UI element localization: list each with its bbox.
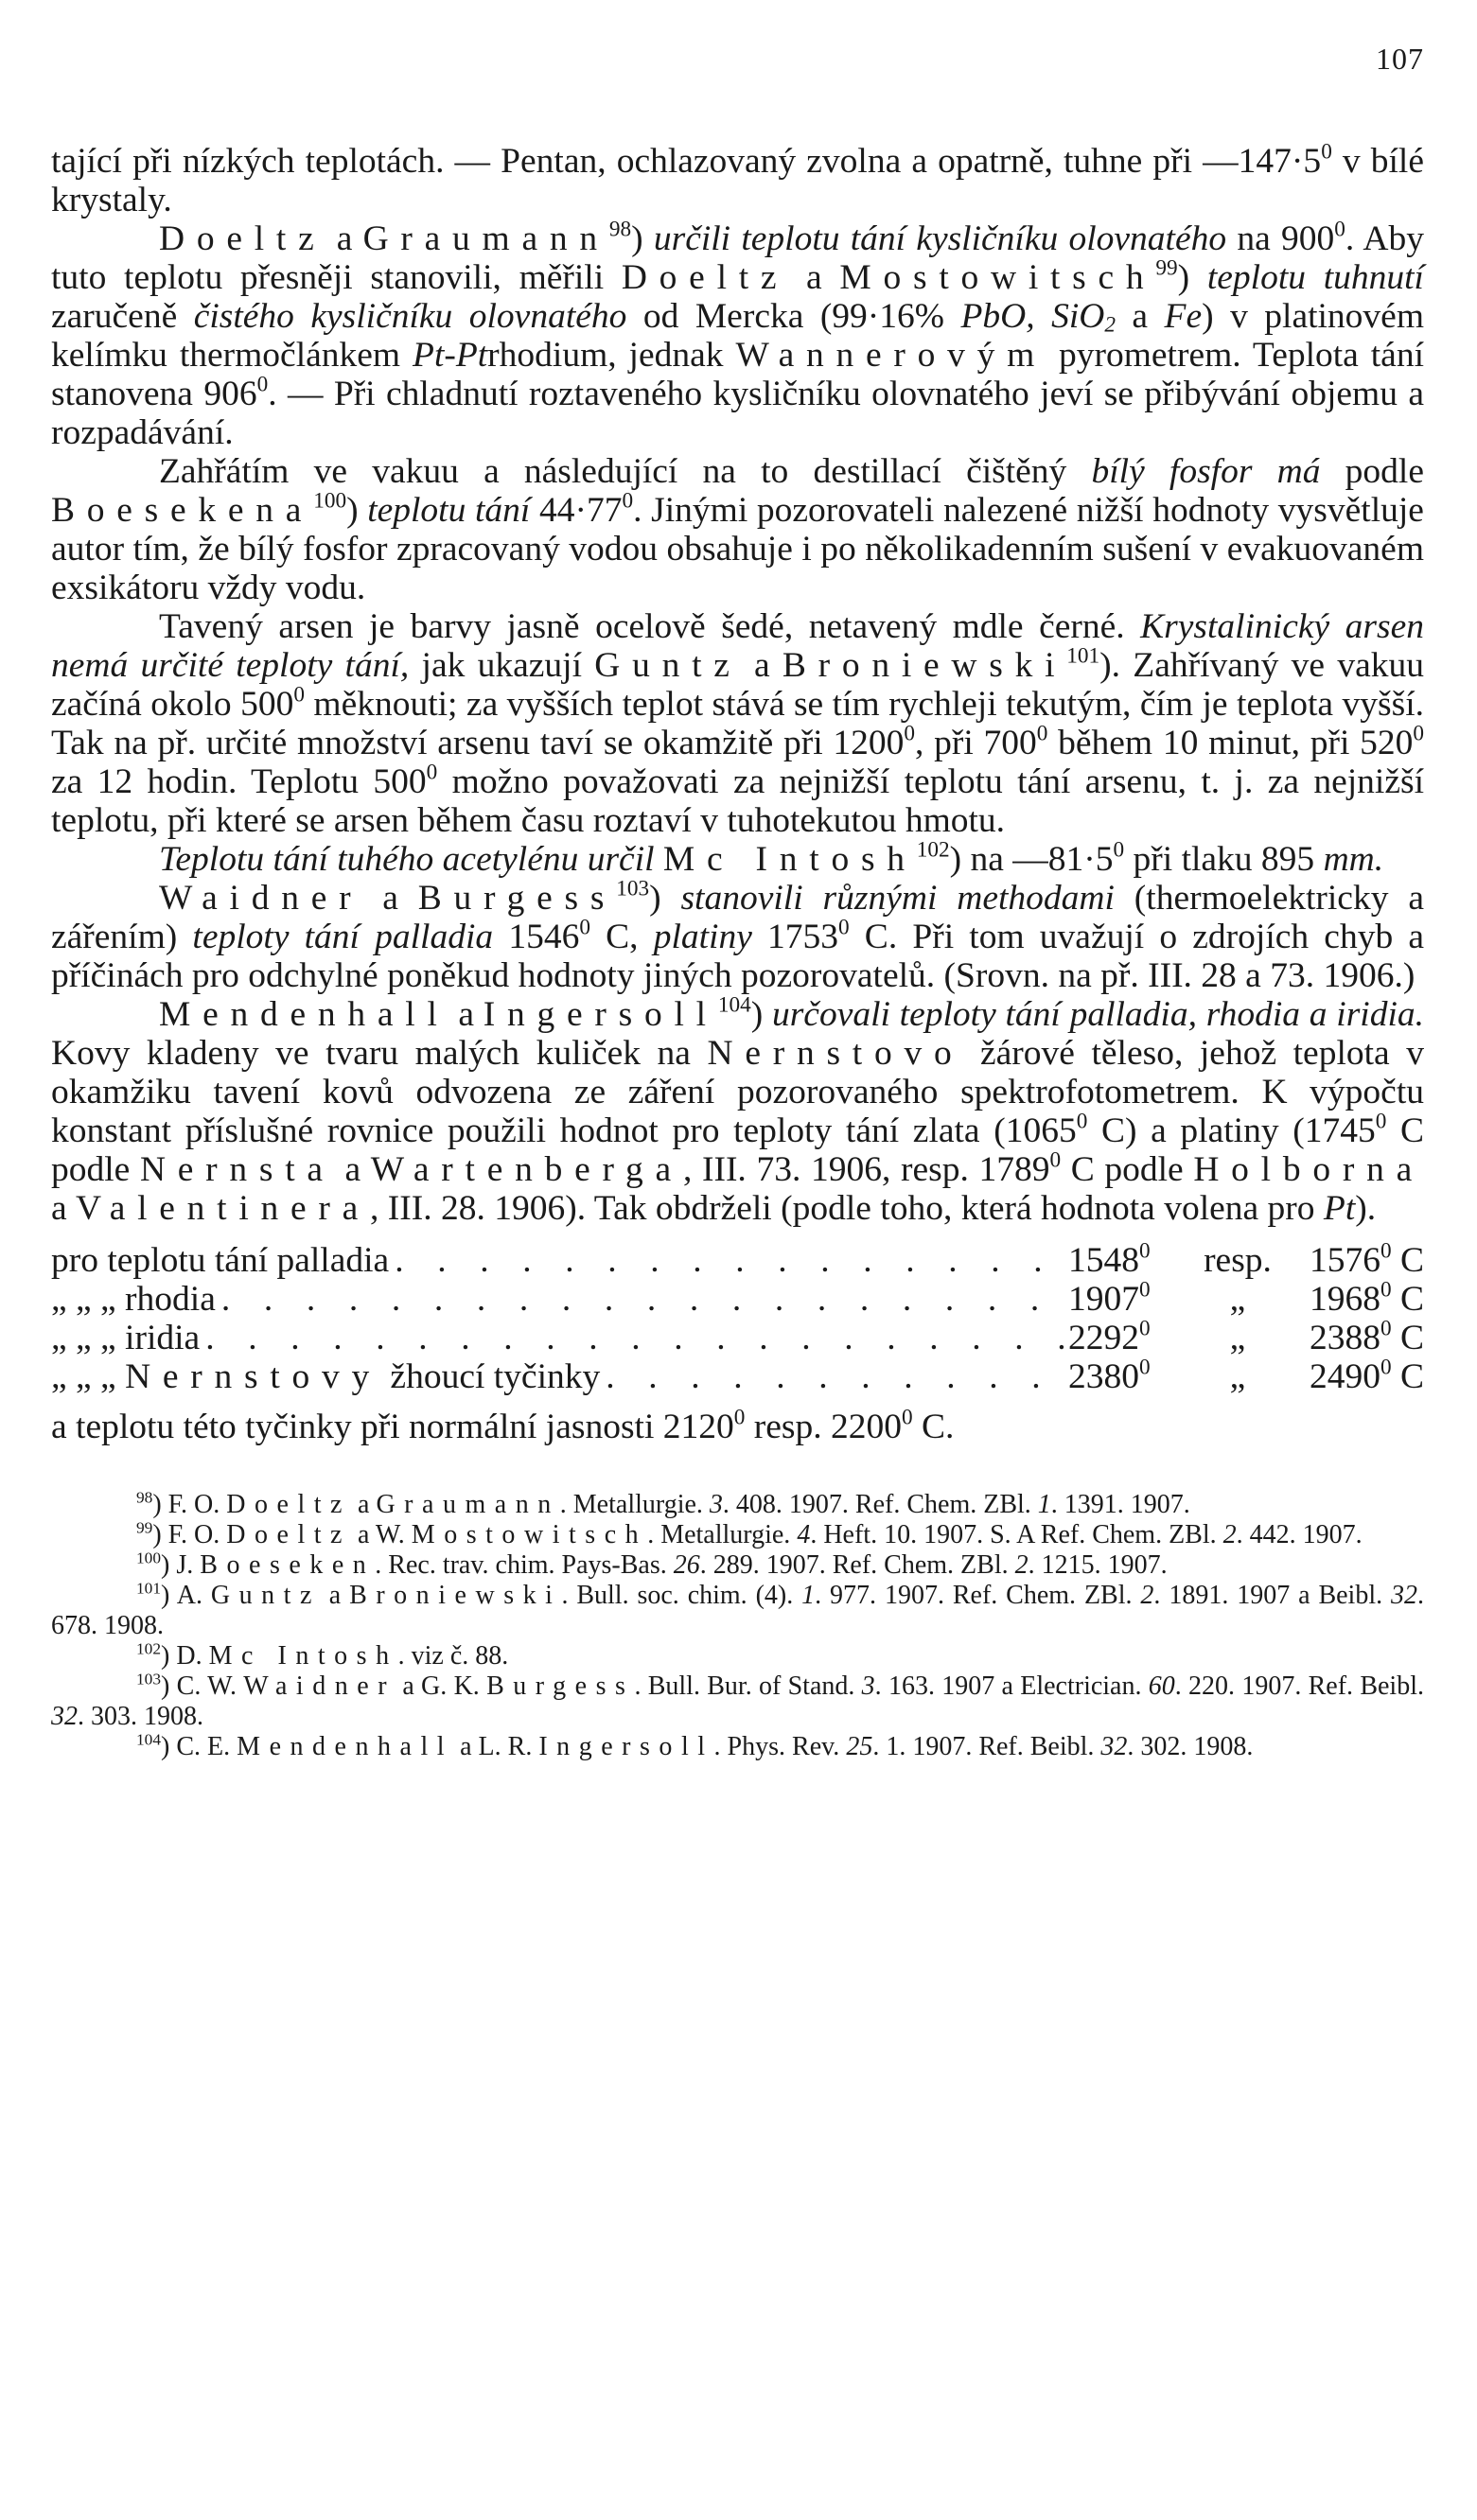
text-run: C, — [589, 918, 654, 956]
table-row — [51, 1316, 1424, 1357]
text-run — [655, 840, 663, 879]
footnote — [51, 1490, 1424, 1520]
superscript: 100 — [136, 1549, 162, 1567]
text-run: C) a platiny (1745 — [1087, 1111, 1376, 1150]
text-run: . Phys. Rev. — [713, 1732, 847, 1761]
superscript: 0 — [1113, 837, 1125, 863]
author-name: Nernsta — [139, 1150, 335, 1189]
text-run: . 1215. 1907. — [1028, 1550, 1168, 1580]
superscript: 0 — [1049, 1147, 1062, 1173]
text-run: podle — [1320, 452, 1424, 491]
footnote — [51, 1641, 1424, 1671]
author-name: Graumann — [376, 1490, 560, 1519]
text-run: „ „ „ rhodia — [51, 1280, 216, 1319]
text-run: ) C. E. — [161, 1732, 237, 1761]
text-run: C. Při tom uvažují o zdrojích chyb a příčinách pro odchylné poněkud hodnoty jiných pozorovatelů. (Srovn. na př. III. 28 a 73. 1906.) — [51, 918, 1425, 995]
text-run: (thermoelektricky a zářením) — [51, 879, 1424, 956]
text-run: ) na —81·5 — [949, 840, 1114, 879]
text-run: pro teplotu tání palladia — [51, 1241, 390, 1280]
superscript: 104 — [717, 992, 751, 1018]
text-run: ) F. O. — [152, 1490, 227, 1519]
text-run: určili teplotu tání kysličníku olovnatého — [653, 219, 1227, 258]
text-run: od Mercka (99·16% — [626, 297, 961, 336]
text-run: . Jinými pozorovateli nalezené nižší hodnoty vysvětluje autor tím, že bílý fosfor zpracovaný vodou obsahuje i po několikadenním sušení v evakuovaném exsikátoru vždy vodu. — [51, 491, 1424, 607]
text-run: na 900 — [1226, 219, 1335, 258]
text-run: ). Zahřívaný ve vakuu začíná okolo 500 — [51, 646, 1424, 724]
text-run: žhoucí tyčinky — [381, 1357, 601, 1396]
page-number: 107 — [1376, 42, 1424, 76]
author-name: Mc Intosh — [662, 840, 917, 879]
text-run: . 303. 1908. — [78, 1702, 203, 1731]
text-run: Teplotu tání tuhého acetylénu určil — [159, 840, 655, 879]
text-run: ) — [750, 995, 772, 1034]
author-name: Mendenhall — [237, 1732, 454, 1761]
text-run: 26 — [673, 1550, 700, 1580]
author-name: Doeltz — [159, 219, 326, 258]
text-run: teplotu tání — [367, 491, 531, 530]
author-name: Burgess — [486, 1671, 635, 1701]
row-label — [51, 1319, 200, 1357]
superscript: 103 — [616, 876, 650, 901]
text-run: . Metallurgie. — [559, 1490, 710, 1519]
text-run: PbO, SiO — [960, 297, 1105, 336]
dot-leader — [200, 1319, 1068, 1357]
text-run: , III. 28. 1906). Tak obdrželi (podle toho, která hodnota volena pro — [370, 1189, 1324, 1228]
author-name: Doeltz — [621, 258, 789, 297]
paragraph — [51, 219, 1424, 452]
text-run: stanovili různými methodami — [680, 879, 1115, 918]
separator: resp. — [1204, 1241, 1272, 1280]
superscript: 0 — [1076, 1109, 1088, 1134]
text-run: , III. 73. 1906, resp. 1789 — [682, 1150, 1050, 1189]
value-1: 1907$^0$ — [1068, 1277, 1151, 1319]
text-run: určovali teploty tání palladia, rhodia a iridia. — [771, 995, 1425, 1034]
text-run: a — [788, 258, 840, 297]
paragraph — [51, 837, 1424, 879]
text-run: měknouti; za vyšších teplot stává se tím rychleji tekutým, čím je teplota vyšší. Tak na př. určité množství arsenu taví se okamžitě při 1200 — [51, 685, 1424, 762]
text-run: 2 — [1014, 1550, 1029, 1580]
table-row — [51, 1277, 1424, 1319]
text-run: možno považovati za nejnižší teplotu tání arsenu, t. j. za nejnižší teplotu, při které se arsen během času roztaví v tuhotekutou hmotu. — [51, 762, 1424, 840]
superscript: 0 — [1321, 139, 1332, 165]
text-run: ) — [1177, 258, 1207, 297]
separator: „ — [1229, 1357, 1246, 1396]
author-name: Valentinera — [76, 1189, 371, 1228]
text-run: 44·77 — [530, 491, 623, 530]
text-run: . 1. 1907. Ref. Beibl. — [872, 1732, 1101, 1761]
text-run: 32 — [51, 1702, 78, 1731]
text-run: C. — [912, 1408, 955, 1446]
text-run: ) v platinovém kelímku thermočlánkem — [51, 297, 1424, 375]
value-1: 2292$^0$ — [1068, 1316, 1151, 1357]
text-run: Zahřátím ve vakuu a následující na to destillací čištěný — [159, 452, 1092, 491]
text-run: . 220. 1907. Ref. Beibl. — [1174, 1671, 1424, 1701]
superscript: 103 — [136, 1670, 162, 1689]
row-label — [51, 1280, 216, 1319]
superscript: 0 — [426, 760, 438, 785]
superscript: 0 — [838, 915, 850, 940]
author-name: Graumann — [362, 219, 609, 258]
author-name: Mostowitsch — [839, 258, 1156, 297]
text-run: bílý fosfor má — [1091, 452, 1321, 491]
text-run: a teplotu této tyčinky při normální jasnosti 2120 — [51, 1408, 734, 1446]
author-name: Boeseken — [200, 1550, 376, 1580]
author-name: Wartenberga — [370, 1150, 683, 1189]
text-run: a W. — [351, 1520, 412, 1549]
text-run: zaručeně — [51, 297, 194, 336]
text-run: . Rec. trav. chim. Pays-Bas. — [375, 1550, 674, 1580]
text-run: . 1891. 1907 a Beibl. — [1153, 1581, 1392, 1610]
text-run: ) — [346, 491, 368, 530]
text-run: Krystalinický arsen nemá určité teploty tání, — [51, 607, 1424, 685]
text-run: při tlaku 895 — [1124, 840, 1324, 879]
text-run: Pt-Pt — [413, 336, 488, 375]
superscript: 99 — [1155, 255, 1178, 281]
text-run: C podle — [51, 1111, 1424, 1189]
superscript: 98 — [608, 217, 632, 242]
author-name: Mendenhall — [159, 995, 449, 1034]
superscript: 0 — [622, 488, 634, 514]
value-2: 1576$^0$ C — [1309, 1238, 1424, 1280]
text-run: . Bull. Bur. of Stand. — [634, 1671, 862, 1701]
text-run: . viz č. 88. — [397, 1641, 509, 1671]
text-run: 60 — [1148, 1671, 1175, 1701]
text-run: Fe — [1164, 297, 1203, 336]
text-run: čistého kysličníku olovnatého — [193, 297, 627, 336]
text-run: ) J. — [161, 1550, 201, 1580]
text-run: . 163. 1907 a Electrician. — [874, 1671, 1149, 1701]
text-run: 1546 — [493, 918, 580, 956]
superscript: 102 — [136, 1639, 162, 1658]
footnote — [51, 1581, 1424, 1641]
text-run: a — [362, 879, 418, 918]
author-name: Burgess — [417, 879, 617, 918]
text-run: a — [741, 646, 782, 685]
text-run: během 10 minut, při 520 — [1047, 724, 1414, 762]
row-label — [51, 1241, 389, 1280]
footnotes — [51, 1490, 1424, 1762]
text-run: ) — [649, 879, 681, 918]
author-name: Ingersoll — [483, 995, 718, 1034]
dot-leader — [389, 1241, 1068, 1280]
text-run: mm. — [1323, 840, 1384, 879]
text-run: teplotu tuhnutí — [1206, 258, 1424, 297]
author-name: Broniewski — [349, 1581, 562, 1610]
text-run: ). — [1355, 1189, 1377, 1228]
superscript: 99 — [136, 1518, 153, 1537]
text-run: žárové těleso, jehož teplota v okamžiku tavení kovů odvozena ze záření pozorovaného spektrofotometrem. K výpočtu konstant příslušné rovnice použili hodnot pro teploty tání zlata (1065 — [51, 1034, 1424, 1150]
superscript: 0 — [1036, 721, 1048, 746]
text-run: ) D. — [161, 1641, 209, 1671]
text-run: . 289. 1907. Ref. Chem. ZBl. — [699, 1550, 1015, 1580]
text-run: 1 — [801, 1581, 816, 1610]
text-run: , při 700 — [915, 724, 1037, 762]
text-run: tající při nízkých teplotách. — Pentan, ochlazovaný zvolna a opatrně, tuhne při —147·5 — [51, 142, 1322, 181]
text-run: . 1391. 1907. — [1050, 1490, 1190, 1519]
value-2: 2490$^0$ C — [1309, 1355, 1424, 1396]
text-run: C podle — [1061, 1150, 1194, 1189]
text-run: a L. R. — [453, 1732, 539, 1761]
text-run: . Aby tuto teplotu přesněji stanovili, měřili — [51, 219, 1424, 297]
text-run: v bílé krystaly. — [51, 142, 1424, 219]
text-run: . 408. 1907. Ref. Chem. ZBl. — [722, 1490, 1038, 1519]
author-name: Waidner — [159, 879, 363, 918]
superscript: 101 — [136, 1579, 162, 1598]
text-run: 2 — [1140, 1581, 1154, 1610]
superscript: 98 — [136, 1488, 153, 1507]
footnote — [51, 1520, 1424, 1550]
value-1: 2380$^0$ — [1068, 1355, 1151, 1396]
subscript: 2 — [1104, 312, 1116, 338]
dot-leader — [600, 1357, 1068, 1396]
body-text — [51, 139, 1425, 1762]
text-run: Kovy kladeny ve tvaru malých kuliček na — [51, 1034, 708, 1073]
text-run: a — [334, 1150, 371, 1189]
text-run: jak ukazují — [409, 646, 595, 685]
author-name: Holborna — [1193, 1150, 1424, 1189]
text-run: a — [351, 1490, 377, 1519]
superscript: 0 — [256, 372, 269, 397]
text-run: 1753 — [751, 918, 839, 956]
text-run: a — [448, 995, 484, 1034]
paragraph — [51, 876, 1425, 995]
superscript: 0 — [733, 1405, 746, 1430]
author-name: Doeltz — [226, 1520, 351, 1549]
text-run: 2 — [1222, 1520, 1237, 1549]
superscript: 104 — [136, 1730, 162, 1749]
text-run: platiny — [653, 918, 752, 956]
text-run: . 442. 1907. — [1236, 1520, 1363, 1549]
text-run: za 12 hodin. Teplotu 500 — [51, 762, 427, 801]
value-2: 1968$^0$ C — [1309, 1277, 1424, 1319]
text-run: . Bull. soc. chim. (4). — [561, 1581, 802, 1610]
table-row — [51, 1357, 1424, 1396]
text-run: . Metallurgie. — [647, 1520, 798, 1549]
author-name: Ingersoll — [538, 1732, 714, 1761]
superscript: 100 — [313, 488, 347, 514]
footnote — [51, 1732, 1424, 1762]
results-table — [51, 1238, 1424, 1396]
author-name: Broniewski — [782, 646, 1067, 685]
text-run: 1 — [1037, 1490, 1051, 1519]
text-run: a — [1115, 297, 1165, 336]
text-run: . 678. 1908. — [51, 1581, 1425, 1640]
footnote — [51, 1550, 1424, 1581]
text-run: . Heft. 10. 1907. S. A Ref. Chem. ZBl. — [810, 1520, 1223, 1549]
superscript: 101 — [1066, 643, 1100, 669]
text-run: „ „ „ — [51, 1357, 126, 1396]
author-name: Mc Intosh — [208, 1641, 398, 1671]
superscript: 0 — [902, 1405, 913, 1430]
text-run: rhodium, jednak — [487, 336, 736, 375]
text-run: ) C. W. — [161, 1671, 244, 1701]
text-run: . — Při chladnutí roztaveného kysličníku olovnatého jeví se přibývání objemu a rozpadávání. — [51, 375, 1424, 452]
paragraph — [51, 992, 1425, 1228]
superscript: 0 — [1413, 721, 1424, 746]
text-run: resp. 2200 — [745, 1408, 902, 1446]
superscript: 0 — [1334, 217, 1345, 242]
separator: „ — [1229, 1319, 1246, 1357]
value-2: 2388$^0$ C — [1309, 1316, 1424, 1357]
text-run: teploty tání palladia — [192, 918, 494, 956]
author-name: Mostowitsch — [411, 1520, 648, 1549]
footnote — [51, 1671, 1424, 1732]
text-run: 4 — [797, 1520, 811, 1549]
text-run: Tavený arsen je barvy jasně ocelově šedé, netavený mdle černé. — [159, 607, 1141, 646]
text-run: 32 — [1391, 1581, 1418, 1610]
text-run: . 302. 1908. — [1127, 1732, 1254, 1761]
value-1: 1548$^0$ — [1068, 1238, 1151, 1280]
author-name: Waidner — [243, 1671, 396, 1701]
text-run: pyrometrem. Teplota tání stanovena 906 — [51, 336, 1424, 413]
paragraph — [51, 607, 1424, 840]
text-run: 3 — [709, 1490, 723, 1519]
text-run: a — [51, 1189, 77, 1228]
text-run: Pt — [1323, 1189, 1356, 1228]
row-label — [51, 1357, 600, 1396]
text-run: a — [320, 1581, 350, 1610]
table-row — [51, 1238, 1424, 1280]
author-name: Doeltz — [226, 1490, 351, 1519]
text-run: 32 — [1100, 1732, 1128, 1761]
text-run: ) — [631, 219, 654, 258]
author-name: Nernstovo — [707, 1034, 964, 1073]
author-name: Boesekena — [51, 491, 314, 530]
author-name: Guntz — [594, 646, 742, 685]
text-run: 3 — [861, 1671, 875, 1701]
closing-line — [51, 1405, 1424, 1446]
text-run: ) A. — [161, 1581, 211, 1610]
superscript: 0 — [904, 721, 916, 746]
superscript: 0 — [579, 915, 590, 940]
superscript: 102 — [916, 837, 950, 863]
dot-leader — [216, 1280, 1068, 1319]
text-run: a G. K. — [396, 1671, 487, 1701]
text-run: a — [325, 219, 363, 258]
author-name: Guntz — [210, 1581, 321, 1610]
text-run: „ „ „ iridia — [51, 1319, 201, 1357]
paragraph — [51, 139, 1424, 219]
superscript: 0 — [1375, 1109, 1387, 1134]
text-run: 25 — [846, 1732, 873, 1761]
separator: „ — [1229, 1280, 1246, 1319]
superscript: 0 — [293, 682, 305, 708]
author-name: Nernstovy — [125, 1357, 382, 1396]
author-name: Wannerovým — [735, 336, 1047, 375]
text-run: . 977. 1907. Ref. Chem. ZBl. — [815, 1581, 1141, 1610]
text-run: ) F. O. — [152, 1520, 227, 1549]
paragraph — [51, 452, 1424, 607]
